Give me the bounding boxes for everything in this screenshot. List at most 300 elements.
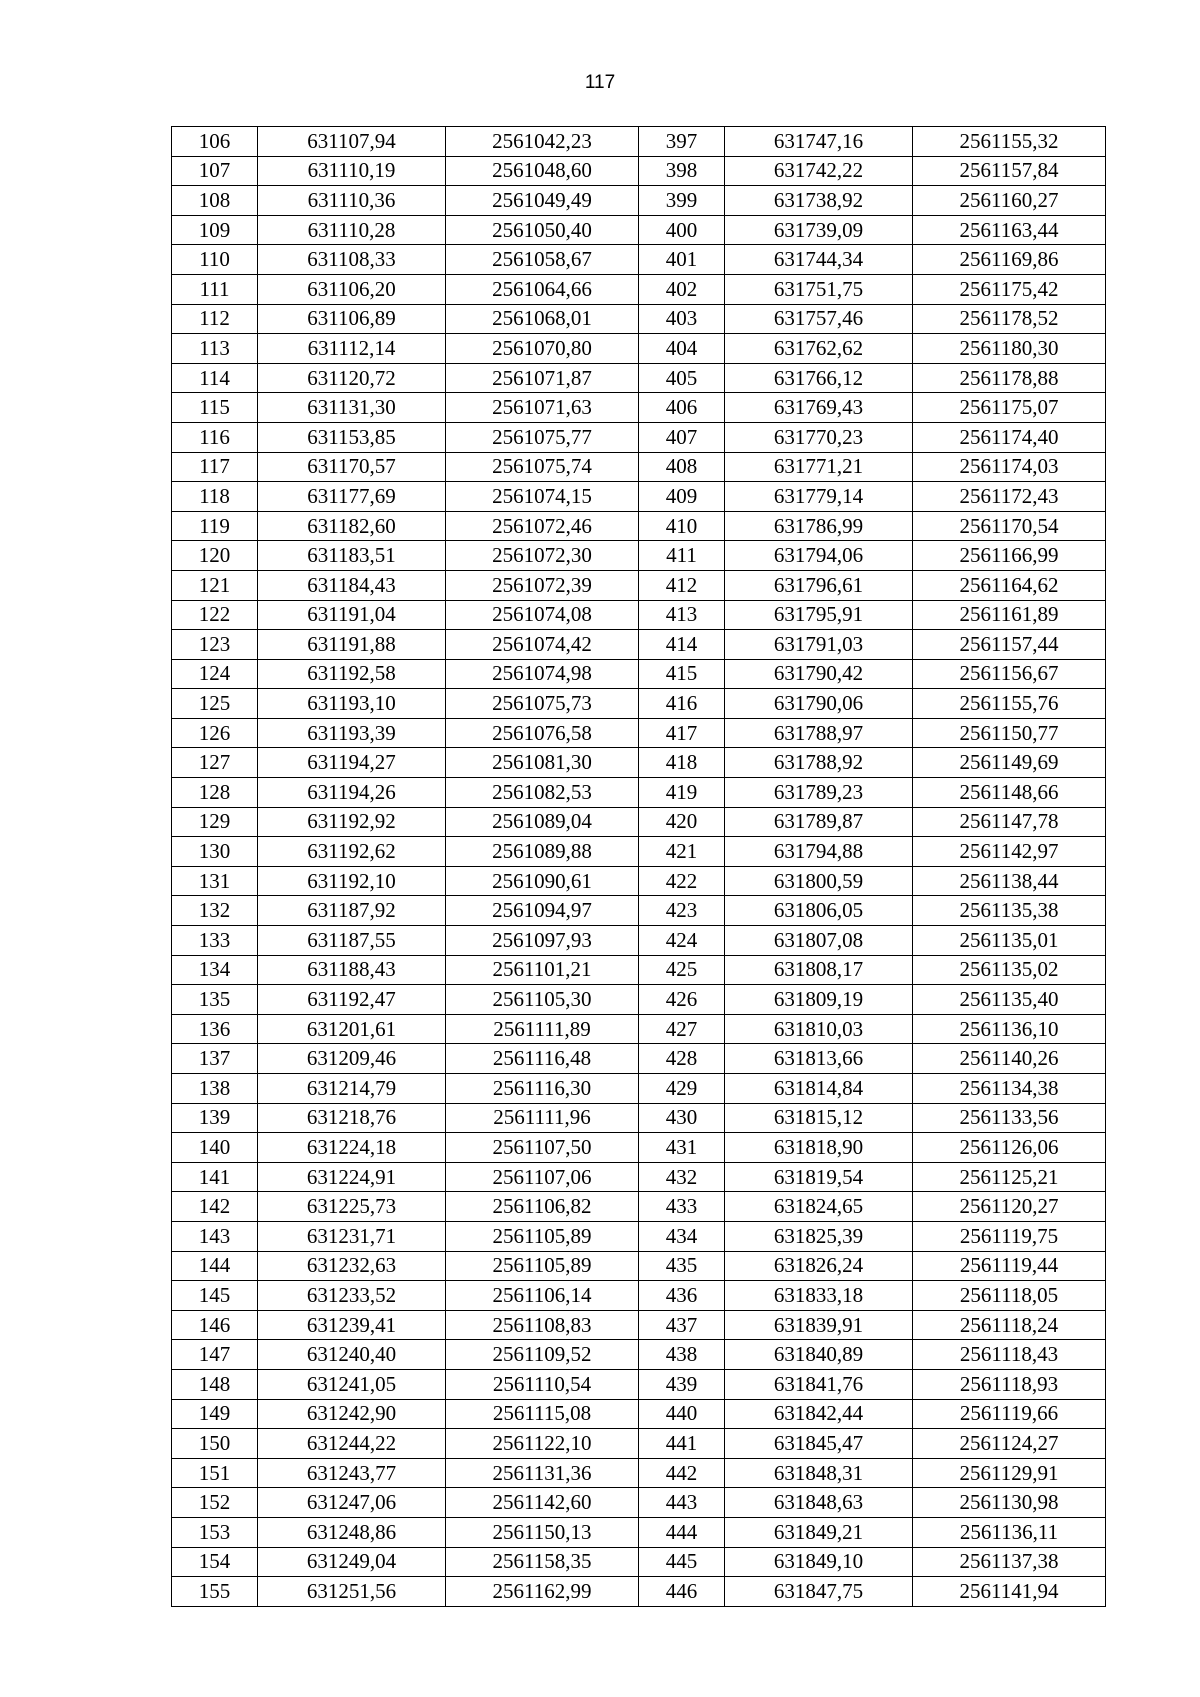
x-coordinate-cell: 631790,42 <box>725 659 913 689</box>
y-coordinate-cell: 2561106,82 <box>446 1192 639 1222</box>
table-row <box>172 186 1106 216</box>
table-row <box>172 1014 1106 1044</box>
point-number-cell: 427 <box>639 1014 725 1044</box>
y-coordinate-cell: 2561064,66 <box>446 274 639 304</box>
x-coordinate-cell: 631187,92 <box>258 896 446 926</box>
y-coordinate-cell: 2561138,44 <box>913 866 1106 896</box>
point-number-cell: 114 <box>172 363 258 393</box>
point-number-cell: 122 <box>172 600 258 630</box>
x-coordinate-cell: 631826,24 <box>725 1251 913 1281</box>
table-row <box>172 570 1106 600</box>
x-coordinate-cell: 631841,76 <box>725 1369 913 1399</box>
x-coordinate-cell: 631751,75 <box>725 274 913 304</box>
table-row <box>172 630 1106 660</box>
table-row <box>172 511 1106 541</box>
table-row <box>172 393 1106 423</box>
x-coordinate-cell: 631794,06 <box>725 541 913 571</box>
table-row <box>172 1310 1106 1340</box>
x-coordinate-cell: 631814,84 <box>725 1074 913 1104</box>
y-coordinate-cell: 2561140,26 <box>913 1044 1106 1074</box>
y-coordinate-cell: 2561075,77 <box>446 422 639 452</box>
y-coordinate-cell: 2561106,14 <box>446 1281 639 1311</box>
x-coordinate-cell: 631795,91 <box>725 600 913 630</box>
table-row <box>172 955 1106 985</box>
x-coordinate-cell: 631845,47 <box>725 1429 913 1459</box>
table-row <box>172 127 1106 157</box>
table-row <box>172 1488 1106 1518</box>
x-coordinate-cell: 631218,76 <box>258 1103 446 1133</box>
table-row <box>172 1251 1106 1281</box>
point-number-cell: 108 <box>172 186 258 216</box>
y-coordinate-cell: 2561111,96 <box>446 1103 639 1133</box>
x-coordinate-cell: 631789,23 <box>725 778 913 808</box>
point-number-cell: 139 <box>172 1103 258 1133</box>
x-coordinate-cell: 631232,63 <box>258 1251 446 1281</box>
point-number-cell: 412 <box>639 570 725 600</box>
y-coordinate-cell: 2561161,89 <box>913 600 1106 630</box>
x-coordinate-cell: 631779,14 <box>725 482 913 512</box>
y-coordinate-cell: 2561049,49 <box>446 186 639 216</box>
y-coordinate-cell: 2561158,35 <box>446 1547 639 1577</box>
x-coordinate-cell: 631193,39 <box>258 718 446 748</box>
point-number-cell: 435 <box>639 1251 725 1281</box>
point-number-cell: 133 <box>172 926 258 956</box>
point-number-cell: 406 <box>639 393 725 423</box>
table-row <box>172 778 1106 808</box>
point-number-cell: 120 <box>172 541 258 571</box>
point-number-cell: 134 <box>172 955 258 985</box>
point-number-cell: 419 <box>639 778 725 808</box>
x-coordinate-cell: 631191,88 <box>258 630 446 660</box>
x-coordinate-cell: 631184,43 <box>258 570 446 600</box>
y-coordinate-cell: 2561135,02 <box>913 955 1106 985</box>
y-coordinate-cell: 2561142,97 <box>913 837 1106 867</box>
point-number-cell: 401 <box>639 245 725 275</box>
point-number-cell: 416 <box>639 689 725 719</box>
point-number-cell: 154 <box>172 1547 258 1577</box>
table-row <box>172 807 1106 837</box>
point-number-cell: 445 <box>639 1547 725 1577</box>
x-coordinate-cell: 631194,26 <box>258 778 446 808</box>
y-coordinate-cell: 2561118,93 <box>913 1369 1106 1399</box>
point-number-cell: 131 <box>172 866 258 896</box>
y-coordinate-cell: 2561170,54 <box>913 511 1106 541</box>
y-coordinate-cell: 2561082,53 <box>446 778 639 808</box>
point-number-cell: 151 <box>172 1458 258 1488</box>
y-coordinate-cell: 2561175,42 <box>913 274 1106 304</box>
x-coordinate-cell: 631192,58 <box>258 659 446 689</box>
x-coordinate-cell: 631824,65 <box>725 1192 913 1222</box>
y-coordinate-cell: 2561074,15 <box>446 482 639 512</box>
x-coordinate-cell: 631808,17 <box>725 955 913 985</box>
coordinates-table-body <box>172 127 1106 1607</box>
table-row <box>172 1429 1106 1459</box>
y-coordinate-cell: 2561119,75 <box>913 1221 1106 1251</box>
y-coordinate-cell: 2561105,30 <box>446 985 639 1015</box>
x-coordinate-cell: 631747,16 <box>725 127 913 157</box>
y-coordinate-cell: 2561174,40 <box>913 422 1106 452</box>
x-coordinate-cell: 631106,20 <box>258 274 446 304</box>
x-coordinate-cell: 631771,21 <box>725 452 913 482</box>
point-number-cell: 410 <box>639 511 725 541</box>
y-coordinate-cell: 2561142,60 <box>446 1488 639 1518</box>
y-coordinate-cell: 2561042,23 <box>446 127 639 157</box>
point-number-cell: 411 <box>639 541 725 571</box>
table-row <box>172 1340 1106 1370</box>
point-number-cell: 153 <box>172 1517 258 1547</box>
y-coordinate-cell: 2561108,83 <box>446 1310 639 1340</box>
y-coordinate-cell: 2561137,38 <box>913 1547 1106 1577</box>
x-coordinate-cell: 631810,03 <box>725 1014 913 1044</box>
point-number-cell: 140 <box>172 1133 258 1163</box>
point-number-cell: 438 <box>639 1340 725 1370</box>
x-coordinate-cell: 631192,62 <box>258 837 446 867</box>
y-coordinate-cell: 2561101,21 <box>446 955 639 985</box>
point-number-cell: 136 <box>172 1014 258 1044</box>
point-number-cell: 121 <box>172 570 258 600</box>
x-coordinate-cell: 631809,19 <box>725 985 913 1015</box>
point-number-cell: 404 <box>639 334 725 364</box>
y-coordinate-cell: 2561081,30 <box>446 748 639 778</box>
x-coordinate-cell: 631807,08 <box>725 926 913 956</box>
x-coordinate-cell: 631214,79 <box>258 1074 446 1104</box>
y-coordinate-cell: 2561129,91 <box>913 1458 1106 1488</box>
x-coordinate-cell: 631110,28 <box>258 215 446 245</box>
y-coordinate-cell: 2561164,62 <box>913 570 1106 600</box>
y-coordinate-cell: 2561124,27 <box>913 1429 1106 1459</box>
table-row <box>172 1162 1106 1192</box>
y-coordinate-cell: 2561089,88 <box>446 837 639 867</box>
y-coordinate-cell: 2561076,58 <box>446 718 639 748</box>
x-coordinate-cell: 631120,72 <box>258 363 446 393</box>
y-coordinate-cell: 2561133,56 <box>913 1103 1106 1133</box>
y-coordinate-cell: 2561115,08 <box>446 1399 639 1429</box>
x-coordinate-cell: 631788,97 <box>725 718 913 748</box>
table-row <box>172 600 1106 630</box>
table-row <box>172 334 1106 364</box>
point-number-cell: 440 <box>639 1399 725 1429</box>
y-coordinate-cell: 2561155,76 <box>913 689 1106 719</box>
x-coordinate-cell: 631242,90 <box>258 1399 446 1429</box>
x-coordinate-cell: 631225,73 <box>258 1192 446 1222</box>
x-coordinate-cell: 631742,22 <box>725 156 913 186</box>
x-coordinate-cell: 631191,04 <box>258 600 446 630</box>
x-coordinate-cell: 631839,91 <box>725 1310 913 1340</box>
x-coordinate-cell: 631744,34 <box>725 245 913 275</box>
y-coordinate-cell: 2561135,40 <box>913 985 1106 1015</box>
table-row <box>172 245 1106 275</box>
table-row <box>172 1399 1106 1429</box>
x-coordinate-cell: 631107,94 <box>258 127 446 157</box>
point-number-cell: 414 <box>639 630 725 660</box>
x-coordinate-cell: 631825,39 <box>725 1221 913 1251</box>
x-coordinate-cell: 631183,51 <box>258 541 446 571</box>
x-coordinate-cell: 631248,86 <box>258 1517 446 1547</box>
point-number-cell: 423 <box>639 896 725 926</box>
point-number-cell: 434 <box>639 1221 725 1251</box>
x-coordinate-cell: 631112,14 <box>258 334 446 364</box>
x-coordinate-cell: 631790,06 <box>725 689 913 719</box>
y-coordinate-cell: 2561068,01 <box>446 304 639 334</box>
y-coordinate-cell: 2561119,44 <box>913 1251 1106 1281</box>
point-number-cell: 135 <box>172 985 258 1015</box>
point-number-cell: 421 <box>639 837 725 867</box>
point-number-cell: 106 <box>172 127 258 157</box>
table-row <box>172 1369 1106 1399</box>
table-row <box>172 659 1106 689</box>
point-number-cell: 442 <box>639 1458 725 1488</box>
point-number-cell: 399 <box>639 186 725 216</box>
x-coordinate-cell: 631794,88 <box>725 837 913 867</box>
point-number-cell: 149 <box>172 1399 258 1429</box>
x-coordinate-cell: 631849,21 <box>725 1517 913 1547</box>
x-coordinate-cell: 631201,61 <box>258 1014 446 1044</box>
point-number-cell: 432 <box>639 1162 725 1192</box>
point-number-cell: 418 <box>639 748 725 778</box>
point-number-cell: 409 <box>639 482 725 512</box>
x-coordinate-cell: 631796,61 <box>725 570 913 600</box>
y-coordinate-cell: 2561119,66 <box>913 1399 1106 1429</box>
x-coordinate-cell: 631110,36 <box>258 186 446 216</box>
x-coordinate-cell: 631789,87 <box>725 807 913 837</box>
point-number-cell: 407 <box>639 422 725 452</box>
point-number-cell: 148 <box>172 1369 258 1399</box>
y-coordinate-cell: 2561071,87 <box>446 363 639 393</box>
point-number-cell: 124 <box>172 659 258 689</box>
y-coordinate-cell: 2561178,52 <box>913 304 1106 334</box>
point-number-cell: 117 <box>172 452 258 482</box>
point-number-cell: 111 <box>172 274 258 304</box>
y-coordinate-cell: 2561070,80 <box>446 334 639 364</box>
x-coordinate-cell: 631243,77 <box>258 1458 446 1488</box>
y-coordinate-cell: 2561160,27 <box>913 186 1106 216</box>
point-number-cell: 113 <box>172 334 258 364</box>
x-coordinate-cell: 631769,43 <box>725 393 913 423</box>
x-coordinate-cell: 631791,03 <box>725 630 913 660</box>
y-coordinate-cell: 2561058,67 <box>446 245 639 275</box>
x-coordinate-cell: 631192,47 <box>258 985 446 1015</box>
coordinates-table <box>171 126 1106 1607</box>
point-number-cell: 125 <box>172 689 258 719</box>
y-coordinate-cell: 2561116,30 <box>446 1074 639 1104</box>
y-coordinate-cell: 2561075,74 <box>446 452 639 482</box>
point-number-cell: 107 <box>172 156 258 186</box>
y-coordinate-cell: 2561118,43 <box>913 1340 1106 1370</box>
point-number-cell: 110 <box>172 245 258 275</box>
y-coordinate-cell: 2561157,44 <box>913 630 1106 660</box>
y-coordinate-cell: 2561122,10 <box>446 1429 639 1459</box>
x-coordinate-cell: 631110,19 <box>258 156 446 186</box>
table-row <box>172 689 1106 719</box>
x-coordinate-cell: 631192,92 <box>258 807 446 837</box>
y-coordinate-cell: 2561131,36 <box>446 1458 639 1488</box>
y-coordinate-cell: 2561071,63 <box>446 393 639 423</box>
point-number-cell: 143 <box>172 1221 258 1251</box>
point-number-cell: 443 <box>639 1488 725 1518</box>
table-row <box>172 1192 1106 1222</box>
y-coordinate-cell: 2561105,89 <box>446 1221 639 1251</box>
point-number-cell: 150 <box>172 1429 258 1459</box>
point-number-cell: 115 <box>172 393 258 423</box>
point-number-cell: 119 <box>172 511 258 541</box>
y-coordinate-cell: 2561174,03 <box>913 452 1106 482</box>
x-coordinate-cell: 631738,92 <box>725 186 913 216</box>
x-coordinate-cell: 631244,22 <box>258 1429 446 1459</box>
x-coordinate-cell: 631818,90 <box>725 1133 913 1163</box>
x-coordinate-cell: 631194,27 <box>258 748 446 778</box>
y-coordinate-cell: 2561074,08 <box>446 600 639 630</box>
x-coordinate-cell: 631241,05 <box>258 1369 446 1399</box>
point-number-cell: 118 <box>172 482 258 512</box>
y-coordinate-cell: 2561135,01 <box>913 926 1106 956</box>
y-coordinate-cell: 2561135,38 <box>913 896 1106 926</box>
point-number-cell: 439 <box>639 1369 725 1399</box>
point-number-cell: 405 <box>639 363 725 393</box>
x-coordinate-cell: 631786,99 <box>725 511 913 541</box>
y-coordinate-cell: 2561155,32 <box>913 127 1106 157</box>
table-row <box>172 156 1106 186</box>
x-coordinate-cell: 631247,06 <box>258 1488 446 1518</box>
point-number-cell: 141 <box>172 1162 258 1192</box>
x-coordinate-cell: 631131,30 <box>258 393 446 423</box>
table-row <box>172 1133 1106 1163</box>
point-number-cell: 429 <box>639 1074 725 1104</box>
point-number-cell: 426 <box>639 985 725 1015</box>
table-row <box>172 1103 1106 1133</box>
y-coordinate-cell: 2561136,10 <box>913 1014 1106 1044</box>
point-number-cell: 146 <box>172 1310 258 1340</box>
x-coordinate-cell: 631240,40 <box>258 1340 446 1370</box>
point-number-cell: 130 <box>172 837 258 867</box>
point-number-cell: 127 <box>172 748 258 778</box>
y-coordinate-cell: 2561169,86 <box>913 245 1106 275</box>
y-coordinate-cell: 2561089,04 <box>446 807 639 837</box>
point-number-cell: 137 <box>172 1044 258 1074</box>
table-row <box>172 718 1106 748</box>
y-coordinate-cell: 2561130,98 <box>913 1488 1106 1518</box>
x-coordinate-cell: 631788,92 <box>725 748 913 778</box>
table-row <box>172 985 1106 1015</box>
y-coordinate-cell: 2561074,42 <box>446 630 639 660</box>
point-number-cell: 400 <box>639 215 725 245</box>
table-row <box>172 482 1106 512</box>
y-coordinate-cell: 2561147,78 <box>913 807 1106 837</box>
y-coordinate-cell: 2561178,88 <box>913 363 1106 393</box>
point-number-cell: 138 <box>172 1074 258 1104</box>
point-number-cell: 428 <box>639 1044 725 1074</box>
point-number-cell: 145 <box>172 1281 258 1311</box>
point-number-cell: 420 <box>639 807 725 837</box>
point-number-cell: 430 <box>639 1103 725 1133</box>
page-number: 117 <box>584 72 616 93</box>
table-row <box>172 748 1106 778</box>
y-coordinate-cell: 2561156,67 <box>913 659 1106 689</box>
point-number-cell: 132 <box>172 896 258 926</box>
y-coordinate-cell: 2561090,61 <box>446 866 639 896</box>
y-coordinate-cell: 2561150,13 <box>446 1517 639 1547</box>
x-coordinate-cell: 631153,85 <box>258 422 446 452</box>
table-row <box>172 422 1106 452</box>
y-coordinate-cell: 2561180,30 <box>913 334 1106 364</box>
table-row <box>172 1517 1106 1547</box>
table-row <box>172 541 1106 571</box>
x-coordinate-cell: 631231,71 <box>258 1221 446 1251</box>
x-coordinate-cell: 631209,46 <box>258 1044 446 1074</box>
table-row <box>172 1221 1106 1251</box>
point-number-cell: 116 <box>172 422 258 452</box>
x-coordinate-cell: 631233,52 <box>258 1281 446 1311</box>
y-coordinate-cell: 2561050,40 <box>446 215 639 245</box>
point-number-cell: 433 <box>639 1192 725 1222</box>
point-number-cell: 155 <box>172 1577 258 1607</box>
x-coordinate-cell: 631847,75 <box>725 1577 913 1607</box>
point-number-cell: 402 <box>639 274 725 304</box>
point-number-cell: 437 <box>639 1310 725 1340</box>
point-number-cell: 444 <box>639 1517 725 1547</box>
y-coordinate-cell: 2561118,05 <box>913 1281 1106 1311</box>
y-coordinate-cell: 2561109,52 <box>446 1340 639 1370</box>
x-coordinate-cell: 631108,33 <box>258 245 446 275</box>
x-coordinate-cell: 631815,12 <box>725 1103 913 1133</box>
x-coordinate-cell: 631813,66 <box>725 1044 913 1074</box>
y-coordinate-cell: 2561074,98 <box>446 659 639 689</box>
y-coordinate-cell: 2561072,30 <box>446 541 639 571</box>
y-coordinate-cell: 2561072,46 <box>446 511 639 541</box>
x-coordinate-cell: 631833,18 <box>725 1281 913 1311</box>
x-coordinate-cell: 631224,91 <box>258 1162 446 1192</box>
table-row <box>172 215 1106 245</box>
point-number-cell: 431 <box>639 1133 725 1163</box>
point-number-cell: 142 <box>172 1192 258 1222</box>
y-coordinate-cell: 2561116,48 <box>446 1044 639 1074</box>
y-coordinate-cell: 2561075,73 <box>446 689 639 719</box>
point-number-cell: 144 <box>172 1251 258 1281</box>
y-coordinate-cell: 2561157,84 <box>913 156 1106 186</box>
table-row <box>172 304 1106 334</box>
y-coordinate-cell: 2561107,06 <box>446 1162 639 1192</box>
x-coordinate-cell: 631848,31 <box>725 1458 913 1488</box>
y-coordinate-cell: 2561136,11 <box>913 1517 1106 1547</box>
table-row <box>172 1547 1106 1577</box>
x-coordinate-cell: 631762,62 <box>725 334 913 364</box>
point-number-cell: 408 <box>639 452 725 482</box>
y-coordinate-cell: 2561097,93 <box>446 926 639 956</box>
point-number-cell: 425 <box>639 955 725 985</box>
y-coordinate-cell: 2561072,39 <box>446 570 639 600</box>
table-row <box>172 274 1106 304</box>
point-number-cell: 152 <box>172 1488 258 1518</box>
point-number-cell: 417 <box>639 718 725 748</box>
x-coordinate-cell: 631766,12 <box>725 363 913 393</box>
point-number-cell: 422 <box>639 866 725 896</box>
y-coordinate-cell: 2561110,54 <box>446 1369 639 1399</box>
point-number-cell: 397 <box>639 127 725 157</box>
x-coordinate-cell: 631757,46 <box>725 304 913 334</box>
point-number-cell: 398 <box>639 156 725 186</box>
y-coordinate-cell: 2561120,27 <box>913 1192 1106 1222</box>
table-row <box>172 1458 1106 1488</box>
y-coordinate-cell: 2561162,99 <box>446 1577 639 1607</box>
point-number-cell: 436 <box>639 1281 725 1311</box>
point-number-cell: 403 <box>639 304 725 334</box>
point-number-cell: 129 <box>172 807 258 837</box>
y-coordinate-cell: 2561148,66 <box>913 778 1106 808</box>
y-coordinate-cell: 2561172,43 <box>913 482 1106 512</box>
table-row <box>172 926 1106 956</box>
y-coordinate-cell: 2561163,44 <box>913 215 1106 245</box>
x-coordinate-cell: 631800,59 <box>725 866 913 896</box>
x-coordinate-cell: 631819,54 <box>725 1162 913 1192</box>
